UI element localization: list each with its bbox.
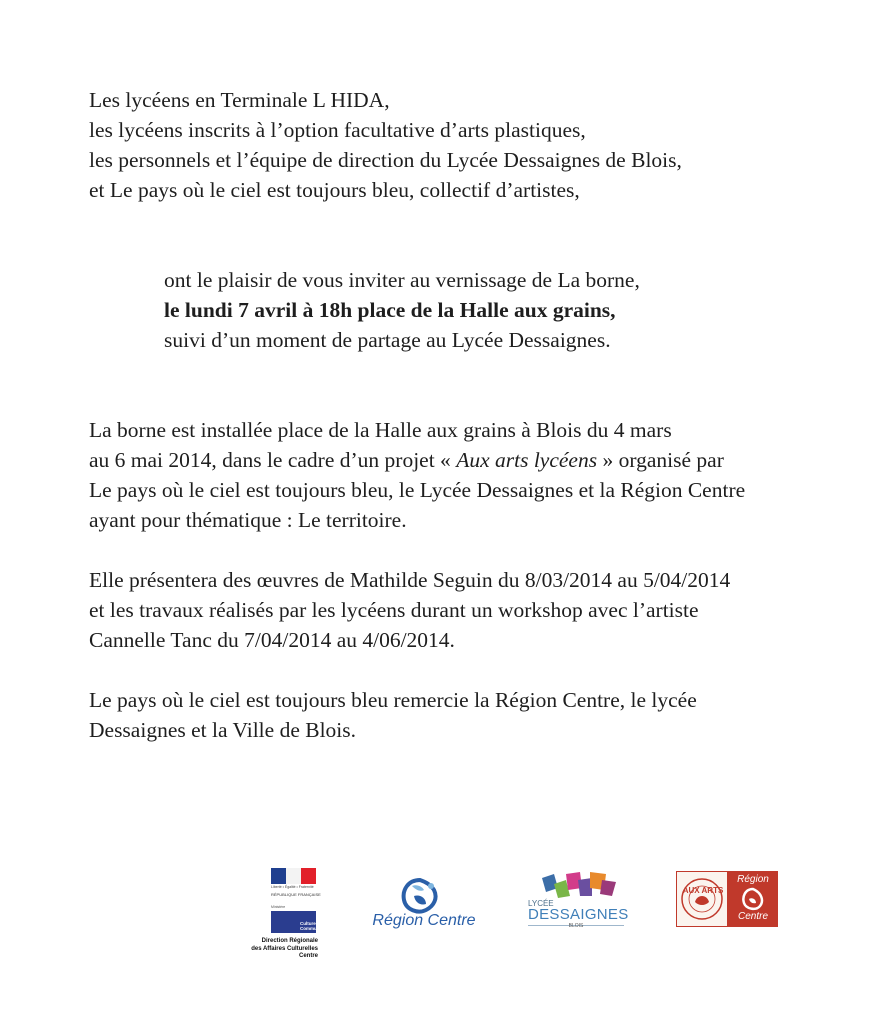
thanks-line: Dessaignes et la Ville de Blois.	[89, 718, 357, 742]
drac-line: des Affaires Culturelles	[251, 945, 318, 952]
drac-line: Centre	[298, 953, 318, 959]
ministry-culture-text	[300, 921, 334, 931]
senders-line: et Le pays où le ciel est toujours bleu, collectif d’artistes,	[89, 178, 580, 202]
senders-paragraph	[89, 85, 682, 205]
drac-caption	[251, 938, 318, 961]
oeuvres-line: Elle présentera des œuvres de Mathilde Seguin du 8/03/2014 au 5/04/2014	[89, 568, 731, 592]
aux-arts-badge	[676, 871, 728, 927]
lycee-label: LYCÉE	[528, 899, 554, 908]
senders-line: les lycéens inscrits à l’option facultative d’arts plastiques,	[89, 118, 586, 142]
ministry-label: Ministère	[271, 905, 286, 909]
badge-region-word: Région	[737, 874, 769, 885]
project-name: Aux arts lycéens	[456, 448, 598, 472]
region-centre-logo	[368, 876, 480, 936]
borne-paragraph	[89, 415, 745, 535]
aux-arts-title: AUX ARTS	[682, 886, 724, 895]
invitation-date-line: le lundi 7 avril à 18h place de la Halle aux grains,	[164, 298, 616, 322]
region-centre-emblem-icon	[398, 876, 442, 916]
french-flag-icon	[271, 868, 316, 884]
oeuvres-line: Cannelle Tanc du 7/04/2014 au 4/06/2014.	[89, 628, 455, 652]
aux-arts-seal-icon	[677, 872, 727, 926]
oeuvres-line: et les travaux réalisés par les lycéens durant un workshop avec l’artiste	[89, 598, 699, 622]
lycee-name: DESSAIGNES	[528, 906, 629, 923]
oeuvres-paragraph	[89, 565, 730, 655]
region-centre-badge	[728, 871, 778, 927]
thanks-paragraph	[89, 685, 697, 745]
lycee-town: BLOIS	[568, 923, 584, 929]
senders-line: les personnels et l’équipe de direction du Lycée Dessaignes de Blois,	[89, 148, 682, 172]
thanks-line: Le pays où le ciel est toujours bleu remercie la Région Centre, le lycée	[89, 688, 697, 712]
aux-arts-lyceens-logo	[676, 871, 778, 927]
culture-word: Culture	[300, 921, 316, 926]
borne-text: au 6 mai 2014, dans le cadre d’un projet «	[89, 448, 457, 472]
borne-line	[89, 445, 745, 475]
borne-line: Le pays où le ciel est toujours bleu, le Lycée Dessaignes et la Région Centre	[89, 478, 746, 502]
partner-logos	[0, 860, 890, 970]
region-centre-wordmark: Région Centre	[372, 912, 476, 929]
republic-name: RÉPUBLIQUE FRANÇAISE	[271, 892, 321, 897]
invitation-line: ont le plaisir de vous inviter au vernissage de La borne,	[164, 268, 640, 292]
ministry-culture-logo	[236, 868, 335, 968]
invitation-line: suivi d’un moment de partage au Lycée Dessaignes.	[164, 328, 611, 352]
communication-word: Communication	[300, 926, 335, 931]
invitation-paragraph	[164, 265, 640, 355]
lycee-dessaignes-logo	[528, 870, 629, 930]
borne-text: » organisé par	[597, 448, 724, 472]
senders-line: Les lycéens en Terminale L HIDA,	[89, 88, 390, 112]
borne-line: La borne est installée place de la Halle aux grains à Blois du 4 mars	[89, 418, 672, 442]
republic-motto: Liberté • Égalité • Fraternité	[271, 885, 314, 889]
lycee-color-squares-icon	[540, 870, 620, 900]
borne-line: ayant pour thématique : Le territoire.	[89, 508, 407, 532]
badge-centre-word: Centre	[737, 911, 768, 922]
drac-line: Direction Régionale	[261, 938, 318, 944]
